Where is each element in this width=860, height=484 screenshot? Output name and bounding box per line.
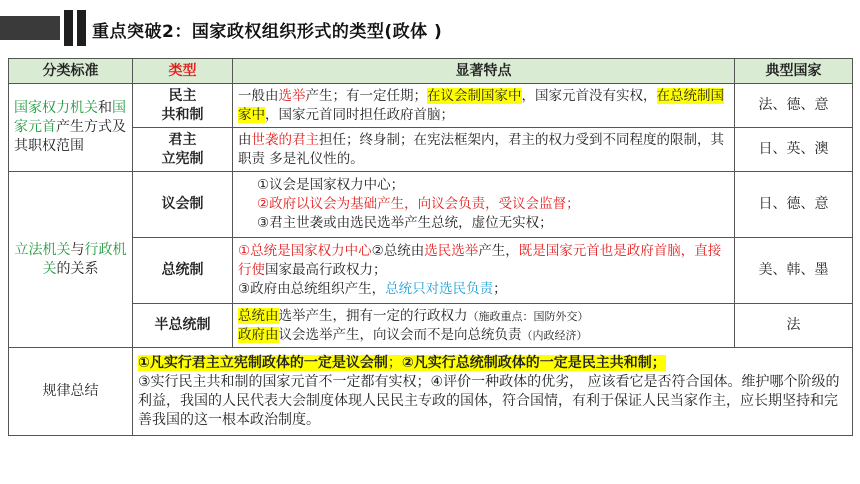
classification-text: 与 [70,241,85,258]
classification-cell [9,84,133,172]
table-row [9,128,853,172]
feature-text: 由 [238,131,252,148]
country-cell: 法 [735,304,853,348]
feature-line: ③君主世袭或由选民选举产生总统，虚位无实权； [257,215,553,231]
feature-emphasis: 选民选举 [424,243,479,259]
type-cell: 半总统制 [133,304,233,348]
type-cell [133,128,233,172]
feature-text: 国家最高行政权力； [265,262,387,278]
feature-text: 一般由 [238,87,279,104]
feature-cell [233,84,735,128]
country-cell: 日、英、澳 [735,128,853,172]
summary-rule: ②凡实行总统制政体的一定是民主共和制； [401,354,666,371]
type-label: 共和制 [161,106,204,123]
type-label: 民主 [168,87,197,104]
type-cell: 总统制 [133,238,233,304]
summary-text: ； [387,354,402,371]
classification-text: 和 [98,100,112,116]
country-cell: 美、韩、墨 [735,238,853,304]
header-countries: 典型国家 [735,59,853,84]
header-classification: 分类标准 [9,59,133,84]
feature-note: （施政重点：国防外交） [467,309,589,323]
type-label: 君主 [168,131,197,148]
classification-cell [9,172,133,348]
table-row [9,84,853,128]
feature-line: ①议会是国家权力中心； [257,177,405,193]
feature-text: ③政府由总统组织产生， [238,281,386,297]
table-row [9,304,853,348]
table-row [9,238,853,304]
feature-cell [233,304,735,348]
feature-text: ，国家元首没有实权， [521,87,657,104]
feature-text: 担任；终身制；在宪法框架内，君主的权力受到不同程度的限制，其职责 多是礼仪性的。 [238,131,724,167]
classification-term: 立法机关 [14,241,71,258]
summary-rule: ①凡实行君主立宪制政体的一定是议会制 [138,354,388,371]
slide-header [0,0,860,58]
feature-text: ，国家元首同时担任政府首脑； [265,106,454,123]
classification-term: 行政机关 [42,241,127,277]
feature-emphasis: 既是国家元首也是政府首脑，直接行使 [238,243,722,278]
classification-term: 国家元首 [14,100,126,135]
polity-comparison-table [8,58,853,436]
feature-emphasis: ①总统是国家权力中心 [238,243,372,259]
feature-highlight: 在总统制国家中 [238,87,724,123]
classification-text: 产生方式及其职权范围 [14,119,126,154]
country-cell: 日、德、意 [735,172,853,238]
feature-text: 选举产生，拥有一定的行政权力 [278,307,468,324]
classification-term: 国家权力机关 [14,100,98,116]
header-decoration-stripe [77,10,86,46]
feature-line [238,307,729,326]
feature-text: ②总统由 [371,243,425,259]
feature-highlight: 在议会制国家中 [427,87,522,104]
feature-text: ； [493,281,507,297]
page-title: 重点突破2：国家政权组织形式的类型(政体 ) [92,22,443,42]
feature-highlight: 政府由 [238,326,279,343]
type-label: 立宪制 [161,150,204,167]
feature-emphasis: 世袭的君主 [251,131,319,148]
country-cell: 法、德、意 [735,84,853,128]
summary-row [9,348,853,436]
summary-content [133,348,853,436]
feature-text: 产生；有一定任期； [305,87,427,104]
feature-cell [233,172,735,238]
feature-emphasis: 总统只对选民负责 [385,281,494,297]
feature-highlight: 总统由 [238,307,279,324]
summary-text: ③实行民主共和制的国家元首不一定都有实权；④评价一种政体的优劣， 应该看它是否符合国体。维护哪个阶级的利益，我国的人民代表大会制度体现人民民主专政的国体，符合国情，有利于保证人民当家作主，应长期坚持和完善我国的这一根本政治制度。 [138,373,840,428]
feature-cell [233,128,735,172]
summary-label: 规律总结 [9,348,133,436]
header-decoration-stripe [64,10,73,46]
header-decoration-bar [0,16,60,40]
feature-text: 产生， [478,243,519,259]
type-cell: 议会制 [133,172,233,238]
feature-cell [233,238,735,304]
feature-note: （内政经济） [521,328,588,342]
type-cell [133,84,233,128]
feature-line [238,326,729,345]
header-type: 类型 [133,59,233,84]
table-header-row [9,59,853,84]
feature-line: ②政府以议会为基础产生，向议会负责，受议会监督； [257,196,580,212]
table-row [9,172,853,238]
feature-text: 议会选举产生，向议会而不是向总统负责 [278,326,522,343]
classification-text: 的关系 [56,260,99,277]
header-features: 显著特点 [233,59,735,84]
feature-emphasis: 选举 [278,87,306,104]
